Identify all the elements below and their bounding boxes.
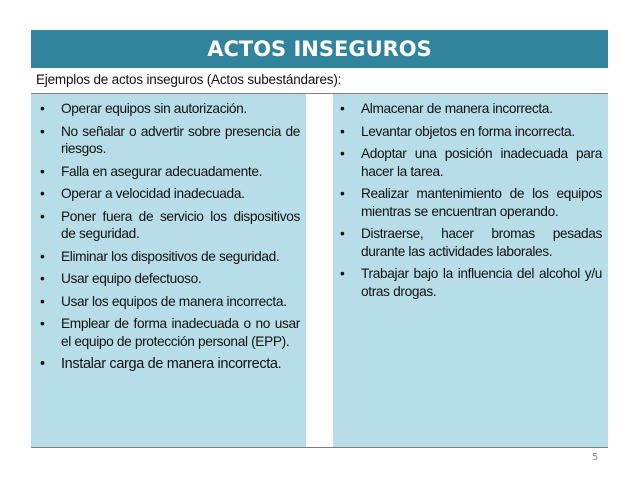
footer-divider	[31, 447, 608, 448]
bullet-marker: •	[40, 186, 45, 201]
slide-title: ACTOS INSEGUROS	[207, 37, 432, 61]
bullet-marker: •	[340, 146, 345, 161]
left-bullet-list	[37, 100, 300, 373]
list-item: • Almacenar de manera incorrecta.	[340, 101, 553, 116]
bullet-marker: •	[40, 356, 45, 372]
right-bullet-list	[337, 100, 602, 300]
list-item: • Falla en asegurar adecuadamente.	[40, 163, 263, 179]
bullet-marker: •	[40, 101, 45, 116]
list-item: • Levantar objetos en forma incorrecta.	[340, 123, 575, 139]
bullet-marker: •	[40, 208, 45, 224]
bullet-marker: •	[340, 266, 345, 281]
list-item: • Poner fuera de servicio los dispositivos de seguridad.	[40, 208, 300, 241]
list-item: • Distraerse, hacer bromas pesadas durante las actividades laborales.	[340, 226, 602, 259]
list-item: • Usar equipo defectuoso.	[40, 271, 202, 286]
left-column	[31, 94, 306, 447]
list-item: • Usar los equipos de manera incorrecta.	[40, 293, 287, 309]
bullet-marker: •	[340, 186, 345, 201]
page-number: 5	[592, 452, 599, 463]
list-item: • Adoptar una posición inadecuada para hacer la tarea.	[340, 146, 602, 179]
list-item: • Realizar mantenimiento de los equipos mientras se encuentran operando.	[340, 186, 602, 219]
bullet-marker: •	[340, 123, 345, 139]
list-item: • Emplear de forma inadecuada o no usar el equipo de protección personal (EPP).	[40, 316, 300, 349]
bullet-marker: •	[40, 271, 45, 286]
bullet-marker: •	[40, 248, 45, 264]
list-item: • Trabajar bajo la influencia del alcohol y/u otras drogas.	[340, 266, 602, 299]
list-item: • Eliminar los dispositivos de seguridad.	[40, 248, 280, 264]
list-item: • No señalar o advertir sobre presencia de riesgos.	[40, 123, 300, 156]
list-item: • Instalar carga de manera incorrecta.	[40, 356, 282, 372]
slide-title-bar	[31, 30, 608, 68]
slide-subtitle: Ejemplos de actos inseguros (Actos subestándares):	[31, 68, 608, 94]
bullet-marker: •	[40, 163, 45, 179]
bullet-marker: •	[40, 123, 45, 139]
bullet-marker: •	[340, 101, 345, 116]
bullet-marker: •	[40, 293, 45, 309]
list-item: • Operar equipos sin autorización.	[40, 101, 247, 116]
list-item: • Operar a velocidad inadecuada.	[40, 186, 245, 201]
bullet-marker: •	[340, 226, 345, 241]
right-column	[333, 94, 608, 447]
bullet-marker: •	[40, 316, 45, 331]
